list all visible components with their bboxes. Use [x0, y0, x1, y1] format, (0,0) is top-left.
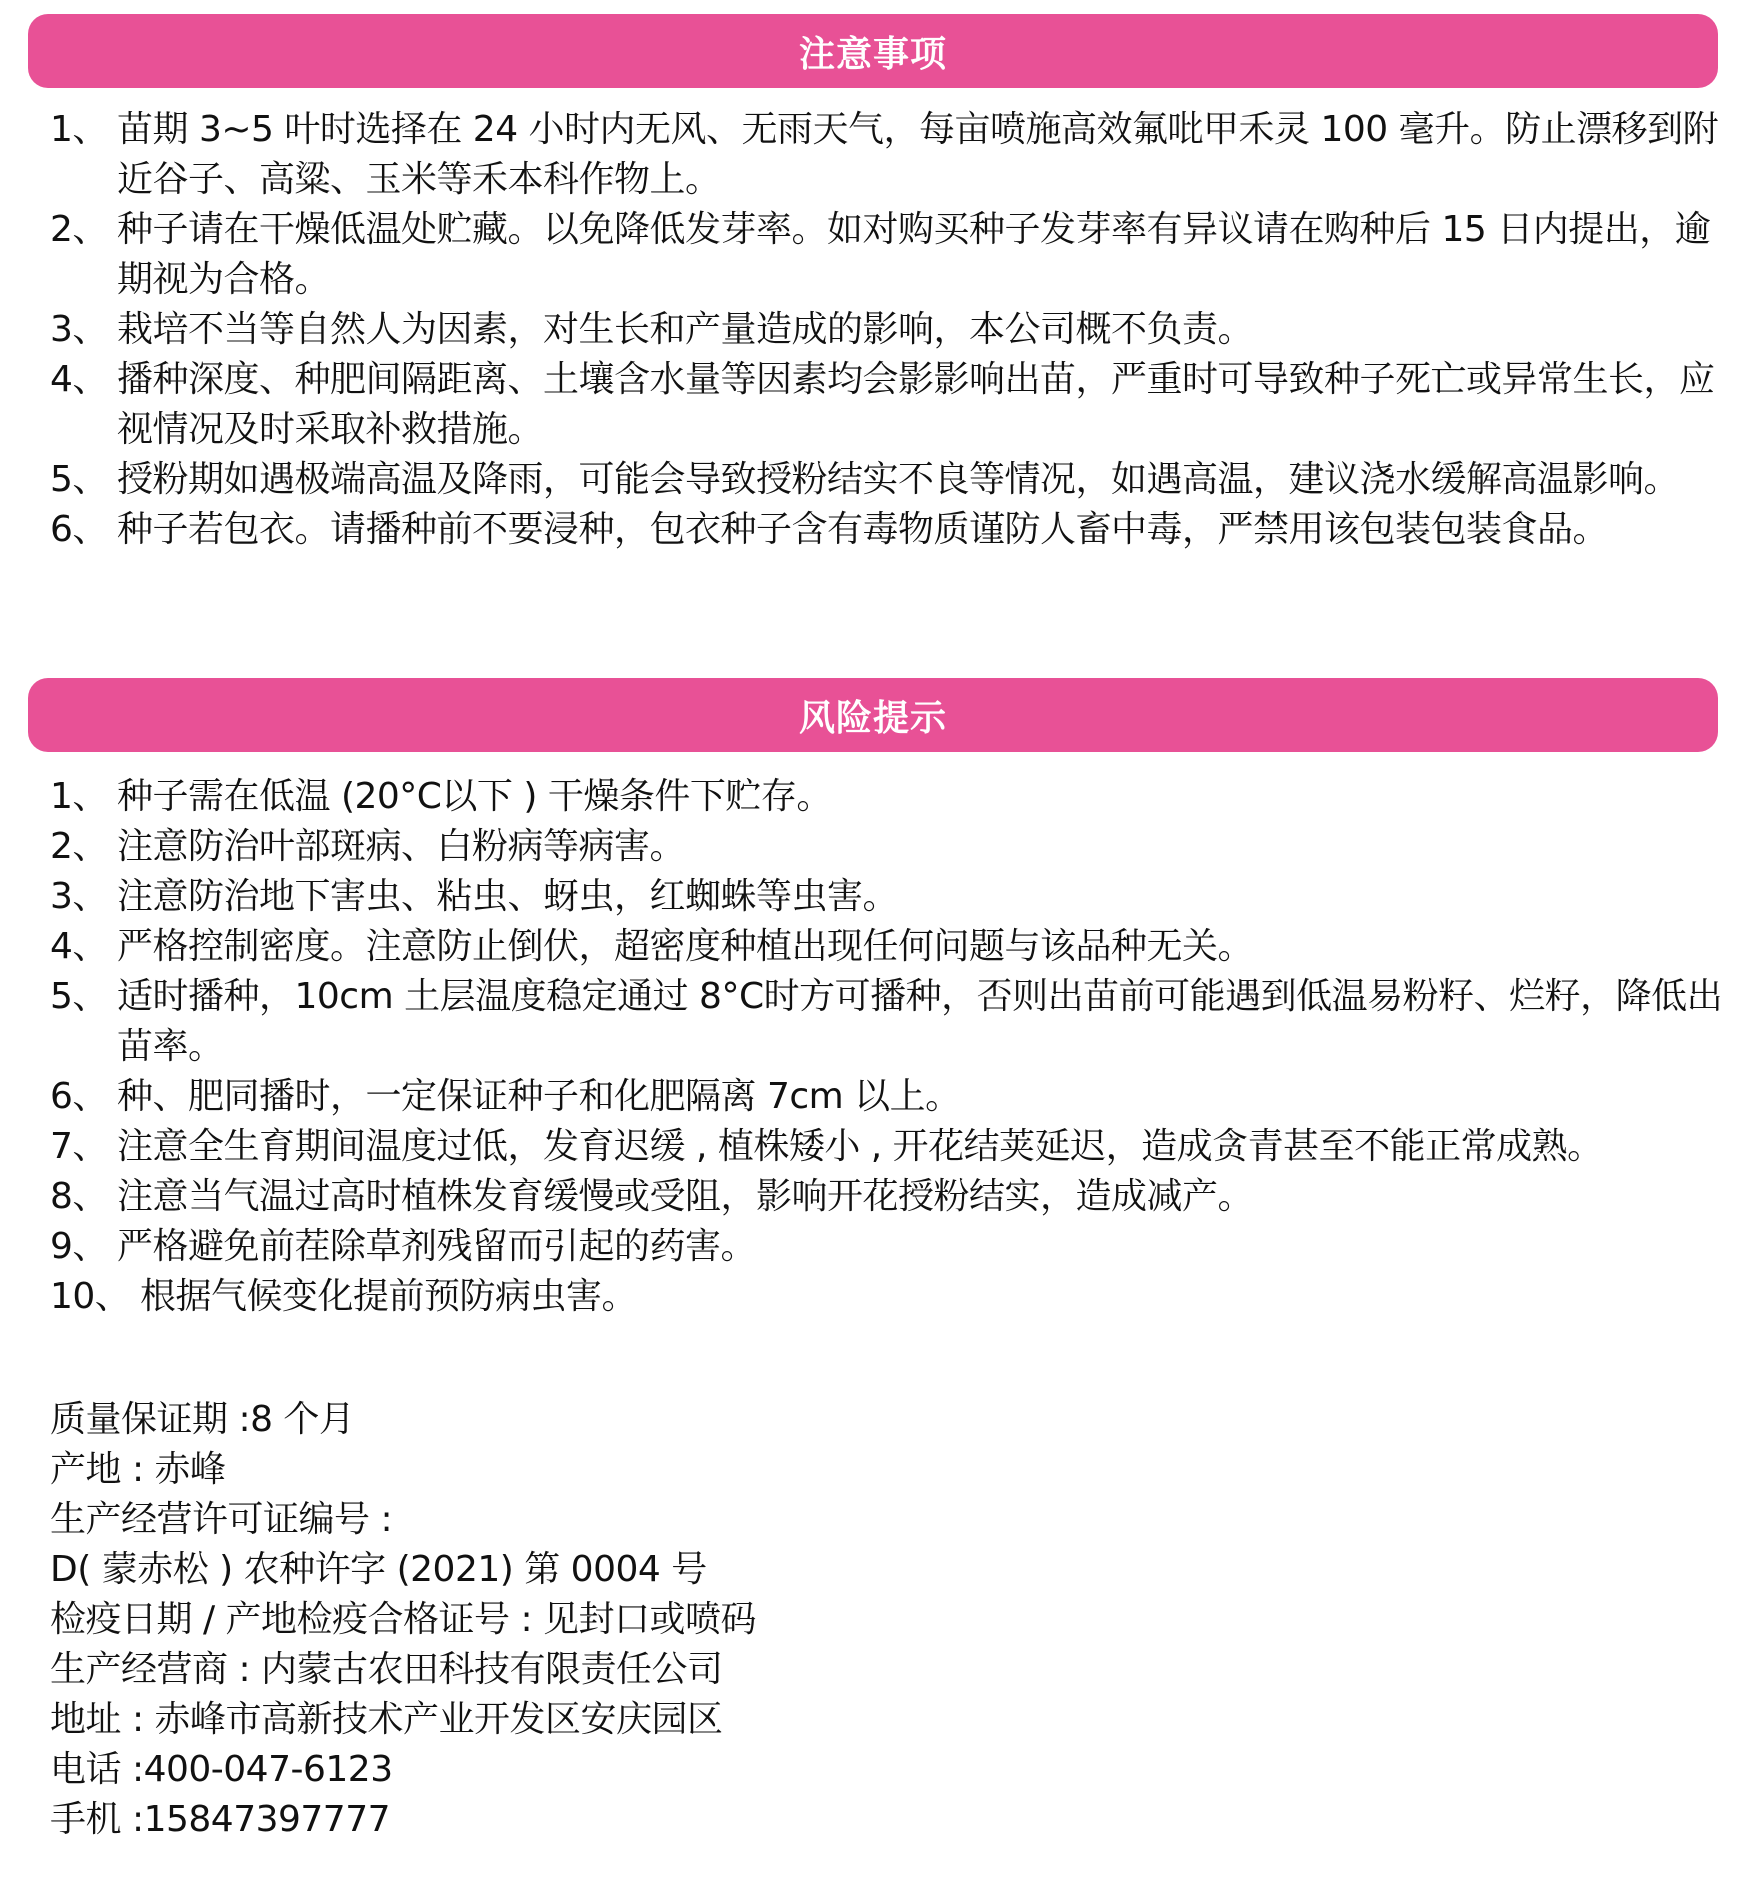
notes-section-title: 注意事项 [798, 33, 947, 75]
item-text: 严格避免前茬除草剂残留而引起的药害。 [117, 1226, 757, 1267]
item-number: 2、 [50, 826, 108, 867]
list-item [50, 355, 1730, 455]
list-item [50, 1222, 1730, 1272]
item-number: 1、 [50, 109, 108, 150]
item-text: 种子需在低温 (20°C以下 ) 干燥条件下贮存。 [117, 776, 832, 817]
list-item [50, 772, 1730, 822]
item-number: 5、 [50, 976, 108, 1017]
item-text: 种、肥同播时，一定保证种子和化肥隔离 7cm 以上。 [117, 1076, 961, 1117]
list-item [50, 1172, 1730, 1222]
item-number: 10、 [50, 1276, 131, 1317]
list-item [50, 455, 1730, 505]
notes-list [50, 105, 1730, 555]
origin: 产地 : 赤峰 [50, 1449, 226, 1490]
item-number: 6、 [50, 509, 108, 550]
item-text: 注意当气温过高时植株发育缓慢或受阻，影响开花授粉结实，造成减产。 [117, 1176, 1254, 1217]
item-text: 注意防治叶部斑病、白粉病等病害。 [117, 826, 686, 867]
item-text: 种子请在干燥低温处贮藏。以免降低发芽率。如对购买种子发芽率有异议请在购种后 15 日内提出，逾期视为合格。 [117, 209, 1711, 300]
list-item [50, 305, 1730, 355]
list-item [50, 922, 1730, 972]
item-text: 适时播种，10cm 土层温度稳定通过 8°C时方可播种，否则出苗前可能遇到低温易粉籽、烂籽，降低出苗率。 [117, 976, 1723, 1067]
item-text: 根据气候变化提前预防病虫害。 [140, 1276, 638, 1317]
item-number: 1、 [50, 776, 108, 817]
phone: 电话 :400-047-6123 [50, 1749, 393, 1790]
list-item [50, 822, 1730, 872]
license-number: D( 蒙赤松 ) 农种许字 (2021) 第 0004 号 [50, 1549, 707, 1590]
list-item [50, 1072, 1730, 1122]
item-text: 苗期 3~5 叶时选择在 24 小时内无风、无雨天气，每亩喷施高效氟吡甲禾灵 100 毫升。防止漂移到附近谷子、高粱、玉米等禾本科作物上。 [117, 109, 1719, 200]
item-number: 6、 [50, 1076, 108, 1117]
list-item [50, 105, 1730, 205]
item-number: 7、 [50, 1126, 108, 1167]
list-item [50, 1122, 1730, 1172]
quarantine-info: 检疫日期 / 产地检疫合格证号 : 见封口或喷码 [50, 1599, 757, 1640]
item-number: 3、 [50, 876, 108, 917]
risks-list [50, 772, 1730, 1322]
list-item [50, 1272, 1730, 1322]
item-text: 授粉期如遇极端高温及降雨，可能会导致授粉结实不良等情况，如遇高温，建议浇水缓解高温影响。 [117, 459, 1680, 500]
shelf-life: 质量保证期 :8 个月 [50, 1399, 355, 1440]
item-number: 4、 [50, 926, 108, 967]
item-number: 9、 [50, 1226, 108, 1267]
license-label: 生产经营许可证编号 : [50, 1499, 393, 1540]
item-text: 严格控制密度。注意防止倒伏，超密度种植出现任何问题与该品种无关。 [117, 926, 1254, 967]
item-number: 3、 [50, 309, 108, 350]
producer: 生产经营商 : 内蒙古农田科技有限责任公司 [50, 1649, 723, 1690]
list-item [50, 872, 1730, 922]
product-info [50, 1395, 756, 1845]
address: 地址 : 赤峰市高新技术产业开发区安庆园区 [50, 1699, 723, 1740]
item-number: 4、 [50, 359, 108, 400]
item-number: 8、 [50, 1176, 108, 1217]
notes-section-header [28, 14, 1718, 88]
mobile: 手机 :15847397777 [50, 1799, 391, 1840]
list-item [50, 972, 1730, 1072]
item-text: 注意全生育期间温度过低，发育迟缓 , 植株矮小 , 开花结荚延迟，造成贪青甚至不能正常成熟。 [117, 1126, 1603, 1167]
list-item [50, 505, 1730, 555]
list-item [50, 205, 1730, 305]
item-number: 2、 [50, 209, 108, 250]
item-text: 种子若包衣。请播种前不要浸种，包衣种子含有毒物质谨防人畜中毒，严禁用该包装包装食品。 [117, 509, 1609, 550]
item-text: 栽培不当等自然人为因素，对生长和产量造成的影响，本公司概不负责。 [117, 309, 1254, 350]
risks-section-title: 风险提示 [798, 697, 947, 739]
risks-section-header [28, 678, 1718, 752]
item-number: 5、 [50, 459, 108, 500]
item-text: 播种深度、种肥间隔距离、土壤含水量等因素均会影影响出苗，严重时可导致种子死亡或异常生长，应视情况及时采取补救措施。 [117, 359, 1715, 450]
item-text: 注意防治地下害虫、粘虫、蚜虫，红蜘蛛等虫害。 [117, 876, 899, 917]
